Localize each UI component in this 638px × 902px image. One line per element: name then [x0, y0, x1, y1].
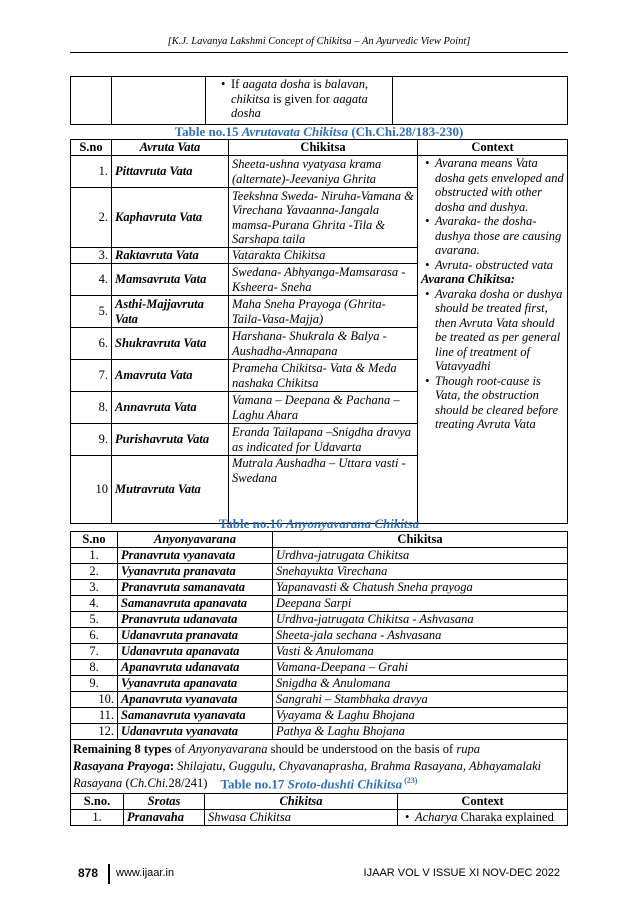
- table-row: 8. Annavruta Vata Vamana – Deepana & Pachana – Laghu Ahara: [71, 392, 568, 424]
- table-row: 11. Samanavruta vyanavata Vyayama & Laghu Bhojana: [71, 708, 568, 724]
- t16-note-line1: Remaining 8 types of Anyonyavarana should be understood on the basis of rupa: [73, 742, 480, 756]
- table15: [70, 139, 568, 524]
- continuation-cell: • If aagata dosha is balavan, chikitsa is given for aagata dosha: [206, 77, 393, 125]
- table-row: 12. Udanavruta vyanavata Pathya & Laghu Bhojana: [71, 724, 568, 740]
- table-row: 5. Asthi-Majjavruta Vata Maha Sneha Prayoga (Ghrita-Taila-Vasa-Majja): [71, 296, 568, 328]
- t17-header-chikitsa: Chikitsa: [205, 794, 398, 810]
- t16-header-anyonyavarana: Anyonyavarana: [118, 532, 273, 548]
- table-row: 7. Udanavruta apanavata Vasti & Anulomana: [71, 644, 568, 660]
- continuation-row-table: [70, 76, 568, 125]
- running-header: [K.J. Lavanya Lakshmi Concept of Chikitsa – An Ayurvedic View Point]: [167, 36, 471, 47]
- table16-caption: Table no.16 Anyonyavarana Chikitsa: [218, 516, 420, 531]
- table-row: 10. Apanavruta vyanavata Sangrahi – Stambhaka dravya: [71, 692, 568, 708]
- t15-header-chikitsa: Chikitsa: [229, 140, 418, 156]
- t16-header-sno: S.no: [71, 532, 118, 548]
- table-row: 9. Vyanavruta apanavata Snigdha & Anulomana: [71, 676, 568, 692]
- t15-header-avruta: Avruta Vata: [112, 140, 229, 156]
- table-row: 1. Pittavruta Vata Sheeta-ushna vyatyasa krama (alternate)-Jeevaniya Ghrita • Avarana means Vata dosha gets enveloped and obstructed with other dosha and dushya. • Avaraka- the dosha-dushya those are causing avarana. • Avruta- obstructed vata Avarana Chikitsa: • Avaraka dosha or dushya should be treated first, then Avruta Vata should be treated as per general line of treatment of Vatavyadhi • Though root-cause is Vata, the obstruction should be cleared before treating Avruta Vata: [71, 156, 568, 188]
- table-row: 2. Kaphavruta Vata Teekshna Sweda- Niruha-Vamana & Virechana Yavaanna-Jangala mamsa-Purana Ghrita -Tila & Sarshapa taila: [71, 188, 568, 248]
- table-row: 5. Pranavruta udanavata Urdhva-jatrugata Chikitsa - Ashvasana: [71, 612, 568, 628]
- table-row: 4. Mamsavruta Vata Swedana- Abhyanga-Mamsarasa - Ksheera- Sneha: [71, 264, 568, 296]
- table-row: 8. Apanavruta udanavata Vamana-Deepana – Grahi: [71, 660, 568, 676]
- footer-journal: IJAAR VOL V ISSUE XI NOV-DEC 2022: [363, 867, 560, 879]
- table-row: 7. Amavruta Vata Prameha Chikitsa- Vata & Meda nashaka Chikitsa: [71, 360, 568, 392]
- footer: [70, 866, 568, 884]
- table-row: 1. Pranavruta vyanavata Urdhva-jatrugata Chikitsa: [71, 548, 568, 564]
- table-row: 3. Raktavruta Vata Vatarakta Chikitsa: [71, 248, 568, 264]
- table-row: 1. Pranavaha Shwasa Chikitsa • Acharya Charaka explained: [71, 810, 568, 826]
- t15-header-context: Context: [418, 140, 568, 156]
- table-row: 6. Shukravruta Vata Harshana- Shukrala & Balya - Aushadha-Annapana: [71, 328, 568, 360]
- table-row: 2. Vyanavruta pranavata Snehayukta Virechana: [71, 564, 568, 580]
- table17: [70, 793, 568, 826]
- t17-header-context: Context: [398, 794, 568, 810]
- table-row: 4. Samanavruta apanavata Deepana Sarpi: [71, 596, 568, 612]
- footer-site-link[interactable]: www.ijaar.in: [116, 867, 175, 879]
- table16: [70, 531, 568, 794]
- t15-header-sno: S.no: [71, 140, 112, 156]
- table15-caption: Table no.15 Avrutavata Chikitsa (Ch.Chi.28/183-230): [174, 124, 464, 139]
- t17-header-sno: S.no.: [71, 794, 124, 810]
- page-number: 878: [78, 866, 99, 880]
- table-row: 9. Purishavruta Vata Eranda Tailapana –Snigdha dravya as indicated for Udavarta: [71, 424, 568, 456]
- table-row: 10 Mutravruta Vata Mutrala Aushadha – Uttara vasti - Swedana: [71, 456, 568, 524]
- header-rule: [70, 52, 568, 53]
- t17-header-srotas: Srotas: [124, 794, 205, 810]
- t16-header-chikitsa: Chikitsa: [273, 532, 568, 548]
- table-row: 3. Pranavruta samanavata Yapanavasti & Chatush Sneha prayoga: [71, 580, 568, 596]
- t16-note-line2: Rasayana Prayoga: Shilajatu, Guggulu, Chyavanaprasha, Brahma Rasayana, Abhayamalaki Rasayana (Ch.Chi.28/241): [73, 759, 542, 790]
- table17-caption: Table no.17 Sroto-dushti Chikitsa $^{(23)}$: [220, 776, 418, 792]
- t15-context-cell: • Avarana means Vata dosha gets enveloped and obstructed with other dosha and dushya. • Avaraka- the dosha-dushya those are causing avarana. • Avruta- obstructed vata Avarana Chikitsa: • Avaraka dosha or dushya should be treated first, then Avruta Vata should be treated as per general line of treatment of Vatavyadhi • Though root-cause is Vata, the obstruction should be cleared before treating Avruta Vata: [418, 156, 568, 524]
- table-row: 6. Udanavruta pranavata Sheeta-jala sechana - Ashvasana: [71, 628, 568, 644]
- footer-divider: [108, 864, 110, 884]
